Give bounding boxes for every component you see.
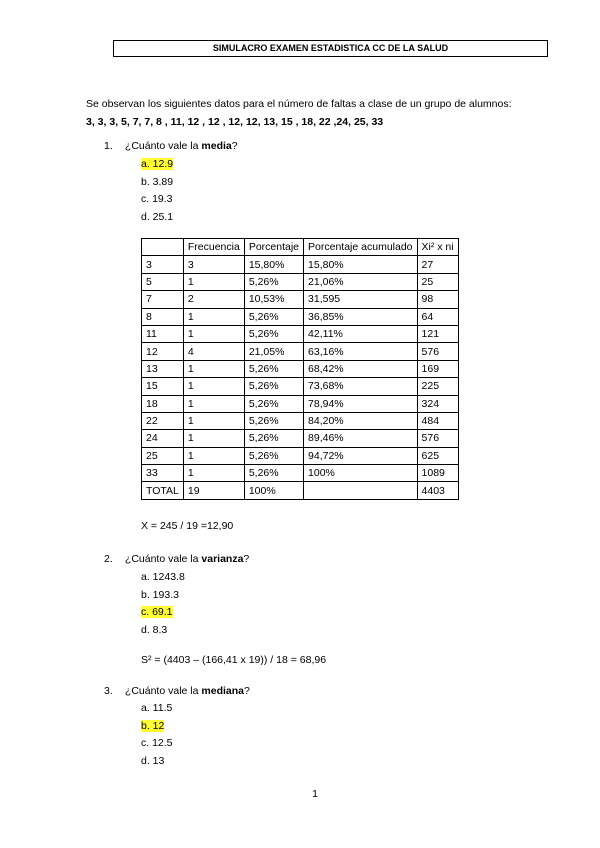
table-cell: 1089 [417,465,458,482]
option-c: c. 19.3 [141,193,173,205]
table-cell: 78,94% [304,395,417,412]
table-header-cell: Frecuencia [183,239,244,256]
table-cell: 576 [417,343,458,360]
option-a: a. 11.5 [141,702,173,714]
table-row [142,378,459,395]
options-3 [141,700,173,770]
question-3 [104,685,250,697]
table-cell: 84,20% [304,412,417,429]
table-cell: 1 [183,360,244,377]
table-row [142,395,459,412]
table-cell: 5,26% [244,430,303,447]
table-cell: 10,53% [244,291,303,308]
table-cell: 64 [417,308,458,325]
table-row [142,273,459,290]
intro-data: 3, 3, 3, 5, 7, 7, 8 , 11, 12 , 12 , 12, 12, 13, 15 , 18, 22 ,24, 25, 33 [86,116,384,128]
table-cell: 21,05% [244,343,303,360]
table-cell: 15 [142,378,184,395]
table-cell: 5,26% [244,308,303,325]
question-1 [104,140,238,152]
table-cell: 24 [142,430,184,447]
table-header-cell: Porcentaje acumulado [304,239,417,256]
table-row [142,291,459,308]
variance-formula: S² = (4403 – (166,41 x 19)) / 18 = 68,96 [141,654,327,666]
table-cell: 225 [417,378,458,395]
option-d: d. 13 [141,754,165,767]
option-b: b. 12 [141,719,165,732]
table-cell: 68,42% [304,360,417,377]
table-row [142,465,459,482]
question-suffix: ? [231,140,238,152]
table-cell: 1 [183,325,244,342]
table-cell: 21,06% [304,273,417,290]
options-1 [141,156,173,226]
option-d: d. 25.1 [141,210,174,223]
table-cell: 1 [183,447,244,464]
table-cell: 484 [417,412,458,429]
intro-block [86,95,566,131]
table-cell: 1 [183,378,244,395]
option-b: b. 3.89 [141,175,174,188]
table-cell: 31,595 [304,291,417,308]
table-cell: 625 [417,447,458,464]
table-cell: 5,26% [244,465,303,482]
table-cell: TOTAL [142,482,184,499]
table-row [142,360,459,377]
table-header-cell [142,239,184,256]
option-a: a. 12.9 [141,158,174,170]
table-row [142,343,459,360]
frequency-table [141,238,459,500]
table-cell: 5,26% [244,360,303,377]
table-cell: 13 [142,360,184,377]
table-row [142,430,459,447]
table-cell: 94,72% [304,447,417,464]
table-cell: 5 [142,273,184,290]
table-cell: 1 [183,395,244,412]
option-c: c. 69.1 [141,606,173,618]
table-cell: 33 [142,465,184,482]
table-cell [304,482,417,499]
table-cell: 11 [142,325,184,342]
question-keyword: varianza [201,553,244,565]
table-cell: 8 [142,308,184,325]
option-d: d. 8.3 [141,623,168,636]
table-cell: 5,26% [244,378,303,395]
table-cell: 576 [417,430,458,447]
table-cell: 19 [183,482,244,499]
question-suffix: ? [243,553,250,565]
question-prefix: ¿Cuánto vale la [124,140,199,152]
table-cell: 1 [183,308,244,325]
question-2 [104,553,249,565]
table-cell: 12 [142,343,184,360]
table-cell: 89,46% [304,430,417,447]
table-cell: 3 [142,256,184,273]
table-cell: 36,85% [304,308,417,325]
table-cell: 1 [183,430,244,447]
table-cell: 121 [417,325,458,342]
table-cell: 63,16% [304,343,417,360]
table-cell: 98 [417,291,458,308]
table-cell: 73,68% [304,378,417,395]
options-2 [141,569,185,639]
table-cell: 5,26% [244,325,303,342]
question-keyword: media [201,140,232,152]
table-cell: 1 [183,465,244,482]
table-row [142,482,459,499]
question-number: 1. [104,140,113,152]
table-cell: 324 [417,395,458,412]
table-cell: 42,11% [304,325,417,342]
table-cell: 100% [304,465,417,482]
table-header-cell: Porcentaje [244,239,303,256]
question-suffix: ? [244,685,250,697]
table-cell: 2 [183,291,244,308]
question-number: 3. [104,685,113,697]
table-cell: 15,80% [304,256,417,273]
table-cell: 5,26% [244,273,303,290]
option-a: a. 1243.8 [141,571,185,583]
option-b: b. 193.3 [141,588,179,601]
intro-text: Se observan los siguientes datos para el número de faltas a clase de un grupo de alumnos: [86,98,512,110]
table-cell: 3 [183,256,244,273]
table-cell: 15,80% [244,256,303,273]
table-cell: 22 [142,412,184,429]
table-cell: 25 [142,447,184,464]
exam-title: SIMULACRO EXAMEN ESTADISTICA CC DE LA SALUD [113,40,548,57]
table-cell: 5,26% [244,395,303,412]
table-cell: 27 [417,256,458,273]
page-number: 1 [312,788,318,800]
table-row [142,412,459,429]
question-number: 2. [104,553,113,565]
table-cell: 4403 [417,482,458,499]
question-prefix: ¿Cuánto vale la [124,685,199,697]
table-cell: 1 [183,273,244,290]
table-cell: 100% [244,482,303,499]
table-cell: 4 [183,343,244,360]
table-cell: 7 [142,291,184,308]
table-row [142,308,459,325]
option-c: c. 12.5 [141,737,173,749]
table-header-cell: Xi² x ni [417,239,458,256]
table-cell: 25 [417,273,458,290]
table-row [142,447,459,464]
question-keyword: mediana [201,685,244,697]
mean-formula: X = 245 / 19 =12,90 [141,520,234,532]
table-cell: 5,26% [244,412,303,429]
table-cell: 18 [142,395,184,412]
question-prefix: ¿Cuánto vale la [124,553,199,565]
table-cell: 5,26% [244,447,303,464]
table-cell: 169 [417,360,458,377]
table-cell: 1 [183,412,244,429]
table-row [142,325,459,342]
table-row [142,256,459,273]
